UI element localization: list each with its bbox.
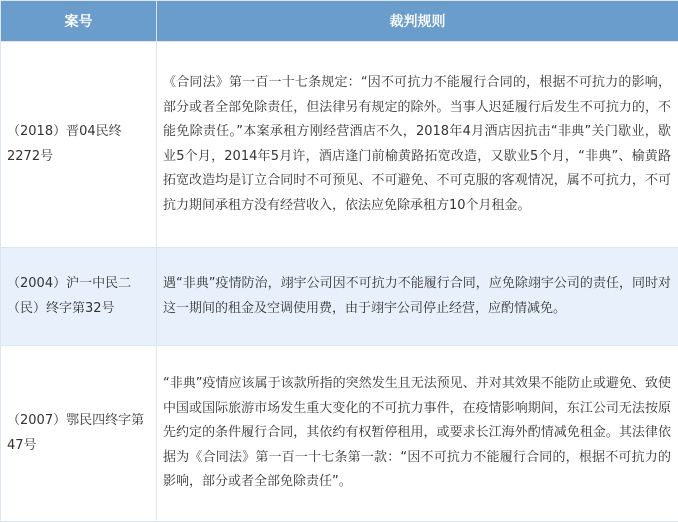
table-row	[1, 346, 678, 522]
judgment-rule-cell: 《合同法》第一百一十七条规定：“因不可抗力不能履行合同的，根据不可抗力的影响，部分或者全部免除责任，但法律另有规定的除外。当事人迟延履行后发生不可抗力的，不能免除责任。”本案承租方刚经营酒店不久，2018年4月酒店因抗击“非典”关门歇业，歇业5个月，2014年5月许，酒店逢门前榆黄路拓宽改造，又歇业5个月，“非典”、榆黄路拓宽改造均是订立合同时不可预见、不可避免、不可克服的客观情况，属不可抗力，不可抗力期间承租方没有经营收入，依法应免除承租方10个月租金。	[157, 42, 678, 248]
case-number-cell: （2007）鄂民四终字第47号	[1, 346, 157, 522]
header-judgment-rule: 裁判规则	[157, 1, 678, 42]
table-header-row	[1, 1, 678, 42]
judgment-rule-cell: “非典”疫情应该属于该款所指的突然发生且无法预见、并对其效果不能防止或避免、致使中国或国际旅游市场发生重大变化的不可抗力事件，在疫情影响期间，东江公司无法按原先约定的条件履行合同，其依约有权暂停租用，或要求长江海外酌情减免租金。其法律依据为《合同法》第一百一十七条第一款：“因不可抗力不能履行合同的，根据不可抗力的影响，部分或者全部免除责任”。	[157, 346, 678, 522]
header-case-number: 案号	[1, 1, 157, 42]
table-row	[1, 248, 678, 346]
case-number-cell: （2018）晋04民终2272号	[1, 42, 157, 248]
table-row	[1, 42, 678, 248]
judgment-rule-cell: 遇“非典”疫情防治，翊宇公司因不可抗力不能履行合同，应免除翊宇公司的责任，同时对这一期间的租金及空调使用费，由于翊宇公司停止经营，应酌情减免。	[157, 248, 678, 346]
case-number-cell: （2004）沪一中民二（民）终字第32号	[1, 248, 157, 346]
